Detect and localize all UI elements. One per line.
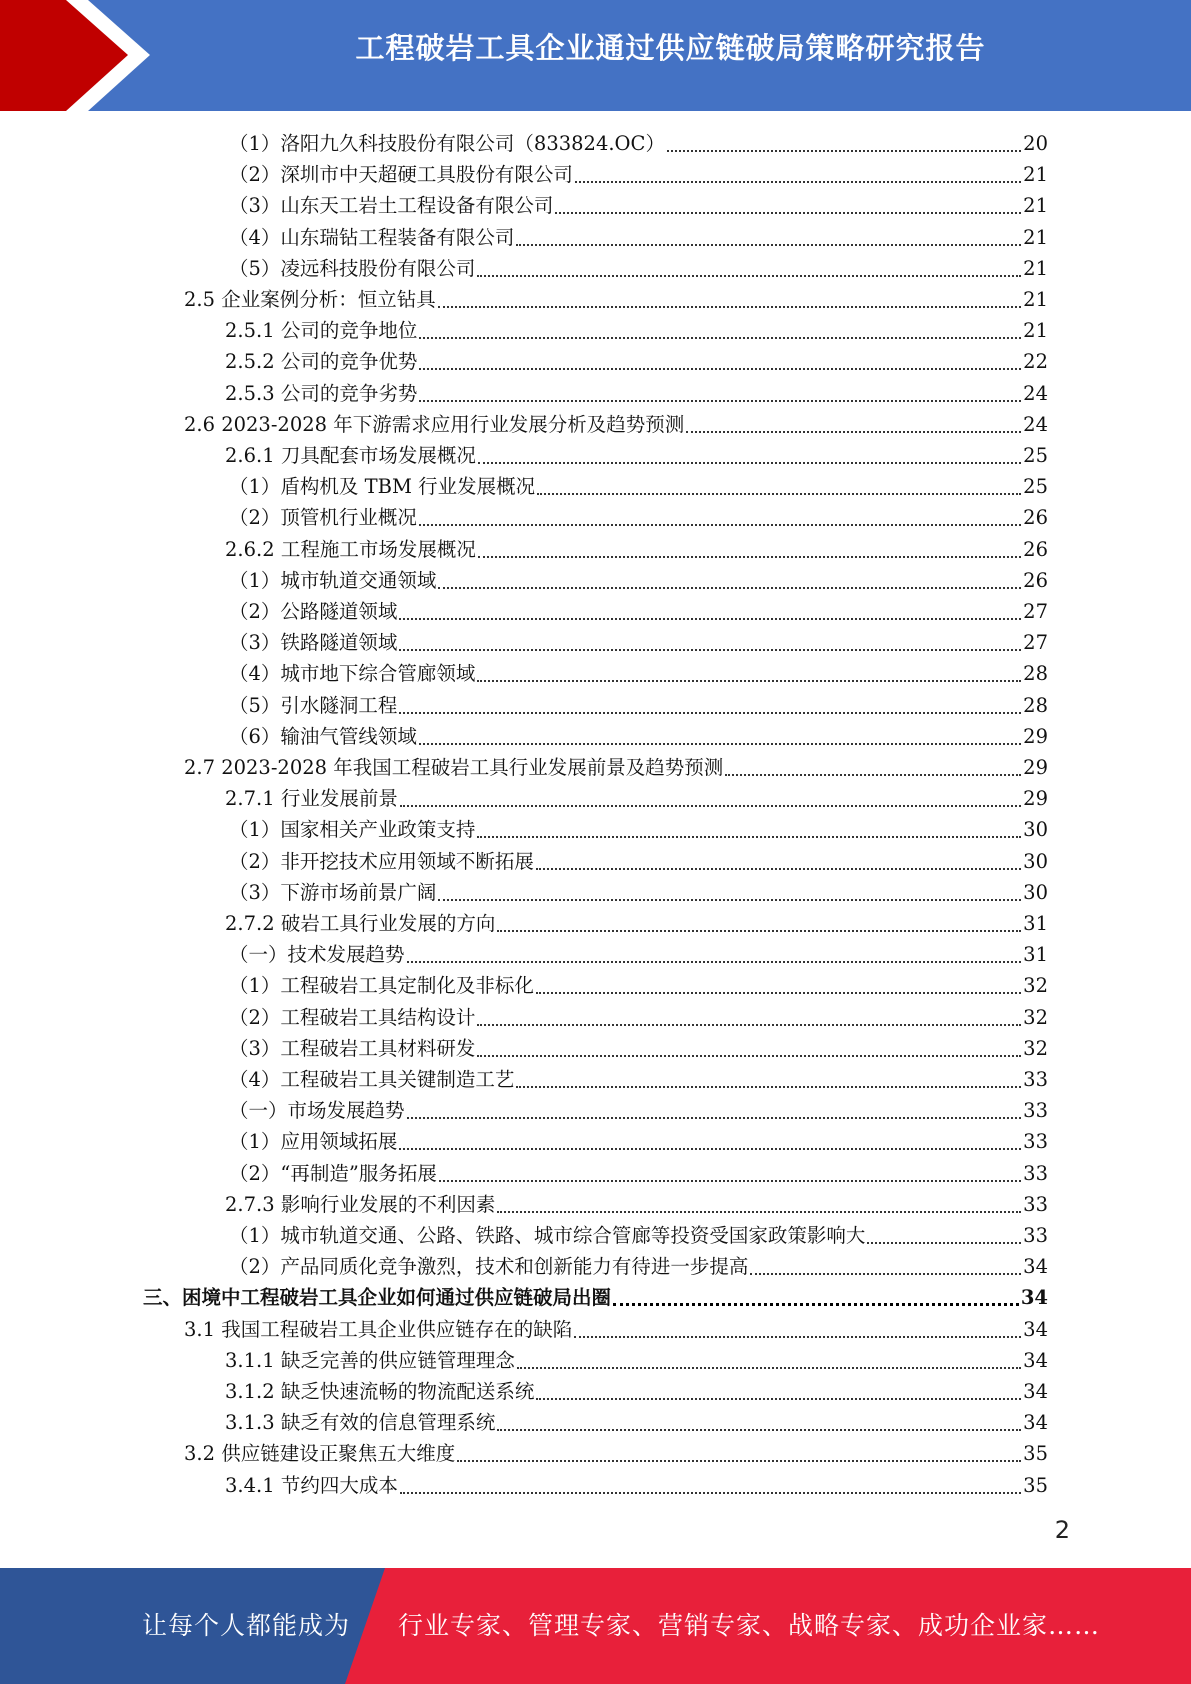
page-header bbox=[0, 0, 1191, 111]
toc-entry-page: 33 bbox=[1023, 1068, 1048, 1091]
toc-entry[interactable] bbox=[225, 1407, 1048, 1438]
toc-entry-page: 34 bbox=[1023, 1348, 1048, 1372]
toc-entry-page: 32 bbox=[1023, 974, 1048, 998]
toc-entry[interactable] bbox=[225, 783, 1048, 814]
toc-entry[interactable] bbox=[225, 346, 1048, 377]
toc-entry-page: 26 bbox=[1023, 506, 1048, 530]
toc-dot-leader bbox=[399, 648, 1021, 651]
toc-dot-leader bbox=[400, 804, 1021, 807]
toc-entry-page: 27 bbox=[1023, 600, 1048, 623]
toc-entry-page: 35 bbox=[1023, 1442, 1048, 1466]
toc-entry[interactable] bbox=[225, 378, 1048, 409]
toc-entry[interactable] bbox=[225, 1376, 1048, 1407]
toc-dot-leader bbox=[407, 960, 1022, 963]
toc-dot-leader bbox=[399, 1147, 1021, 1150]
toc-entry[interactable] bbox=[229, 128, 1048, 159]
toc-entry[interactable] bbox=[229, 690, 1048, 721]
toc-entry-title: （3）铁路隧道领域 bbox=[229, 631, 398, 655]
toc-entry-page: 27 bbox=[1023, 631, 1048, 655]
toc-entry[interactable] bbox=[229, 596, 1048, 627]
toc-dot-leader bbox=[536, 867, 1021, 870]
toc-entry-page: 33 bbox=[1023, 1192, 1048, 1216]
toc-entry-page: 21 bbox=[1023, 256, 1048, 280]
toc-dot-leader bbox=[686, 430, 1021, 433]
toc-entry[interactable] bbox=[229, 222, 1048, 253]
toc-entry-title: （3）下游市场前景广阔 bbox=[229, 880, 437, 904]
toc-dot-leader bbox=[477, 835, 1021, 838]
toc-entry[interactable] bbox=[229, 1251, 1048, 1282]
toc-dot-leader bbox=[516, 243, 1021, 246]
toc-entry-page: 21 bbox=[1023, 319, 1048, 343]
toc-entry-page: 22 bbox=[1023, 350, 1048, 374]
toc-entry-title: （4）工程破岩工具关键制造工艺 bbox=[229, 1068, 515, 1091]
toc-entry-page: 28 bbox=[1023, 662, 1048, 686]
toc-entry-title: （2）深圳市中天超硬工具股份有限公司 bbox=[229, 163, 573, 187]
toc-entry[interactable] bbox=[229, 877, 1048, 908]
toc-entry-title: （2）非开挖技术应用领域不断拓展 bbox=[229, 849, 534, 873]
toc-entry-title: （5）凌远科技股份有限公司 bbox=[229, 256, 476, 280]
toc-entry-title: （5）引水隧洞工程 bbox=[229, 693, 398, 717]
toc-entry-page: 29 bbox=[1023, 724, 1048, 748]
toc-dot-leader bbox=[419, 367, 1021, 370]
toc-dot-leader bbox=[537, 492, 1021, 495]
toc-entry[interactable] bbox=[229, 627, 1048, 658]
toc-entry[interactable] bbox=[225, 1345, 1048, 1376]
toc-dot-leader bbox=[555, 211, 1021, 214]
toc-dot-leader bbox=[516, 1085, 1021, 1088]
toc-entry-title: 2.5.2 公司的竞争优势 bbox=[225, 350, 418, 374]
toc-entry-page: 34 bbox=[1023, 1411, 1048, 1435]
toc-entry-title: 2.6.1 刀具配套市场发展概况 bbox=[225, 444, 476, 467]
toc-dot-leader bbox=[750, 1272, 1021, 1275]
header-title: 工程破岩工具企业通过供应链破局策略研究报告 bbox=[355, 31, 986, 65]
toc-dot-leader bbox=[477, 1054, 1021, 1057]
toc-entry-title: （2）“再制造”服务拓展 bbox=[229, 1161, 437, 1185]
toc-entry-title: （1）工程破岩工具定制化及非标化 bbox=[229, 974, 534, 998]
toc-entry[interactable] bbox=[229, 846, 1048, 877]
toc-entry-title: 2.7.3 影响行业发展的不利因素 bbox=[225, 1192, 496, 1216]
toc-dot-leader bbox=[439, 1179, 1021, 1182]
footer-slogan-right: 行业专家、管理专家、营销专家、战略专家、成功企业家…… bbox=[398, 1611, 1101, 1640]
toc-dot-leader bbox=[438, 305, 1021, 308]
toc-dot-leader bbox=[477, 679, 1021, 682]
toc-dot-leader bbox=[438, 586, 1021, 589]
toc-dot-leader bbox=[419, 399, 1021, 402]
toc-dot-leader bbox=[667, 149, 1021, 152]
toc-entry-title: （1）城市轨道交通领域 bbox=[229, 568, 437, 592]
toc-entry-page: 20 bbox=[1023, 132, 1048, 155]
toc-entry-title: 3.1.2 缺乏快速流畅的物流配送系统 bbox=[225, 1380, 535, 1403]
toc-dot-leader bbox=[725, 773, 1021, 776]
toc-entry[interactable] bbox=[229, 658, 1048, 689]
toc-entry-title: 三、困境中工程破岩工具企业如何通过供应链破局出圈 bbox=[143, 1286, 612, 1310]
toc-entry-page: 26 bbox=[1023, 537, 1048, 561]
toc-dot-leader bbox=[497, 929, 1021, 932]
toc-entry-page: 34 bbox=[1020, 1286, 1048, 1310]
toc-entry-page: 25 bbox=[1023, 475, 1048, 499]
toc-entry-page: 30 bbox=[1023, 818, 1048, 842]
toc-entry[interactable] bbox=[229, 1064, 1048, 1095]
toc-entry-page: 34 bbox=[1023, 1317, 1048, 1341]
toc-dot-leader bbox=[419, 336, 1021, 339]
page-number: 2 bbox=[1054, 1516, 1070, 1544]
toc-entry[interactable] bbox=[184, 409, 1048, 440]
toc-entry-title: （一）市场发展趋势 bbox=[229, 1099, 405, 1123]
toc-entry-page: 21 bbox=[1023, 225, 1048, 249]
toc-entry-page: 21 bbox=[1023, 194, 1048, 218]
toc-entry[interactable] bbox=[229, 721, 1048, 752]
toc-entry[interactable] bbox=[229, 1158, 1048, 1189]
toc-entry-title: （2）顶管机行业概况 bbox=[229, 506, 417, 530]
toc-entry[interactable] bbox=[229, 190, 1048, 221]
toc-entry-title: 3.1 我国工程破岩工具企业供应链存在的缺陷 bbox=[184, 1317, 573, 1341]
toc-entry-page: 34 bbox=[1023, 1255, 1048, 1279]
toc-entry-title: 3.1.1 缺乏完善的供应链管理理念 bbox=[225, 1348, 515, 1372]
toc-entry-page: 33 bbox=[1023, 1130, 1048, 1154]
toc-entry-page: 32 bbox=[1023, 1036, 1048, 1060]
toc-dot-leader bbox=[457, 1459, 1021, 1462]
toc-entry-title: 3.2 供应链建设正聚焦五大维度 bbox=[184, 1442, 456, 1466]
toc-dot-leader bbox=[497, 1428, 1021, 1431]
toc-dot-leader bbox=[477, 1023, 1021, 1026]
toc-dot-leader bbox=[536, 991, 1021, 994]
toc-entry-title: （2）产品同质化竞争激烈，技术和创新能力有待进一步提高 bbox=[229, 1255, 749, 1279]
toc-entry-title: 3.1.3 缺乏有效的信息管理系统 bbox=[225, 1411, 496, 1435]
toc-entry-page: 32 bbox=[1023, 1005, 1048, 1029]
toc-entry[interactable] bbox=[225, 1189, 1048, 1220]
toc-entry-page: 30 bbox=[1023, 880, 1048, 904]
toc-entry-title: （3）工程破岩工具材料研发 bbox=[229, 1036, 476, 1060]
toc-entry-page: 24 bbox=[1023, 412, 1048, 436]
toc-dot-leader bbox=[517, 1366, 1021, 1369]
toc-dot-leader bbox=[478, 555, 1021, 558]
toc-dot-leader bbox=[419, 523, 1021, 526]
toc-entry-title: 2.7 2023-2028 年我国工程破岩工具行业发展前景及趋势预测 bbox=[184, 756, 724, 779]
toc-entry-page: 29 bbox=[1023, 756, 1048, 779]
toc-entry-title: （2）公路隧道领域 bbox=[229, 600, 398, 623]
toc-entry-page: 33 bbox=[1023, 1099, 1048, 1123]
toc-entry-title: （1）洛阳九久科技股份有限公司（833824.OC） bbox=[229, 132, 665, 155]
toc-entry[interactable] bbox=[225, 440, 1048, 471]
toc-entry[interactable] bbox=[229, 939, 1048, 970]
footer-slogan-left: 让每个人都能成为 bbox=[142, 1611, 351, 1640]
toc-entry[interactable] bbox=[229, 814, 1048, 845]
toc-dot-leader bbox=[400, 1491, 1021, 1494]
toc-entry-page: 25 bbox=[1023, 444, 1048, 467]
toc-dot-leader bbox=[536, 1397, 1021, 1400]
toc-dot-leader bbox=[478, 461, 1021, 464]
toc-dot-leader bbox=[399, 617, 1021, 620]
toc-entry-title: （6）输油气管线领域 bbox=[229, 724, 417, 748]
toc-entry-title: 2.6 2023-2028 年下游需求应用行业发展分析及趋势预测 bbox=[184, 412, 685, 436]
toc-entry[interactable] bbox=[143, 1282, 1048, 1313]
toc-entry-title: （4）城市地下综合管廊领域 bbox=[229, 662, 476, 686]
toc-dot-leader bbox=[438, 898, 1021, 901]
toc-entry[interactable] bbox=[229, 1095, 1048, 1126]
toc-entry-page: 31 bbox=[1023, 912, 1048, 935]
toc-entry-page: 21 bbox=[1023, 163, 1048, 187]
toc-entry-title: （一）技术发展趋势 bbox=[229, 943, 405, 967]
toc-entry-page: 21 bbox=[1023, 288, 1048, 311]
toc-entry-title: （1）城市轨道交通、公路、铁路、城市综合管廊等投资受国家政策影响大 bbox=[229, 1224, 866, 1247]
toc-entry-title: （1）国家相关产业政策支持 bbox=[229, 818, 476, 842]
toc-entry[interactable] bbox=[229, 1220, 1048, 1251]
toc-entry-title: （4）山东瑞钻工程装备有限公司 bbox=[229, 225, 515, 249]
toc-entry-title: （3）山东天工岩土工程设备有限公司 bbox=[229, 194, 554, 218]
toc-entry-title: （1）应用领域拓展 bbox=[229, 1130, 398, 1154]
toc-entry[interactable] bbox=[229, 565, 1048, 596]
toc-entry[interactable] bbox=[184, 284, 1048, 315]
toc-dot-leader bbox=[477, 274, 1021, 277]
toc-entry-title: （2）工程破岩工具结构设计 bbox=[229, 1005, 476, 1029]
toc-entry-page: 33 bbox=[1023, 1224, 1048, 1247]
toc-entry[interactable] bbox=[229, 471, 1048, 502]
toc-entry[interactable] bbox=[229, 253, 1048, 284]
toc-entry-title: 2.5 企业案例分析：恒立钻具 bbox=[184, 288, 436, 311]
toc-dot-leader bbox=[419, 742, 1021, 745]
toc-entry-title: （1）盾构机及 TBM 行业发展概况 bbox=[229, 475, 536, 499]
toc-entry[interactable] bbox=[225, 1470, 1048, 1501]
toc-entry-page: 34 bbox=[1023, 1380, 1048, 1403]
toc-entry[interactable] bbox=[225, 315, 1048, 346]
toc-dot-leader bbox=[399, 711, 1021, 714]
toc-entry[interactable] bbox=[225, 534, 1048, 565]
toc-entry[interactable] bbox=[229, 1002, 1048, 1033]
page-footer bbox=[0, 1568, 1191, 1684]
toc-entry[interactable] bbox=[229, 159, 1048, 190]
toc-entry[interactable] bbox=[184, 752, 1048, 783]
toc-entry-title: 2.5.1 公司的竞争地位 bbox=[225, 319, 418, 343]
toc-entry-title: 3.4.1 节约四大成本 bbox=[225, 1473, 398, 1497]
toc-dot-leader bbox=[574, 1335, 1021, 1338]
toc-entry-page: 30 bbox=[1023, 849, 1048, 873]
toc-entry-page: 29 bbox=[1023, 787, 1048, 811]
toc-dot-leader bbox=[575, 180, 1021, 183]
toc-entry-title: 2.6.2 工程施工市场发展概况 bbox=[225, 537, 476, 561]
toc-entry-title: 2.7.2 破岩工具行业发展的方向 bbox=[225, 912, 496, 935]
toc-entry[interactable] bbox=[229, 1033, 1048, 1064]
toc-entry[interactable] bbox=[229, 1126, 1048, 1157]
toc-entry-page: 28 bbox=[1023, 693, 1048, 717]
toc-entry[interactable] bbox=[184, 1438, 1048, 1469]
toc-entry[interactable] bbox=[184, 1314, 1048, 1345]
toc-entry[interactable] bbox=[225, 908, 1048, 939]
toc-dot-leader bbox=[613, 1302, 1019, 1306]
toc-entry-page: 26 bbox=[1023, 568, 1048, 592]
toc-entry-page: 35 bbox=[1023, 1473, 1048, 1497]
toc-entry-title: 2.5.3 公司的竞争劣势 bbox=[225, 381, 418, 405]
toc-entry-page: 33 bbox=[1023, 1161, 1048, 1185]
toc-dot-leader bbox=[407, 1116, 1022, 1119]
toc-entry-page: 31 bbox=[1023, 943, 1048, 967]
toc-entry[interactable] bbox=[229, 502, 1048, 533]
toc-entry-page: 24 bbox=[1023, 381, 1048, 405]
toc-entry-title: 2.7.1 行业发展前景 bbox=[225, 787, 398, 811]
toc-dot-leader bbox=[867, 1241, 1021, 1244]
toc-dot-leader bbox=[497, 1210, 1021, 1213]
toc-entry[interactable] bbox=[229, 970, 1048, 1001]
